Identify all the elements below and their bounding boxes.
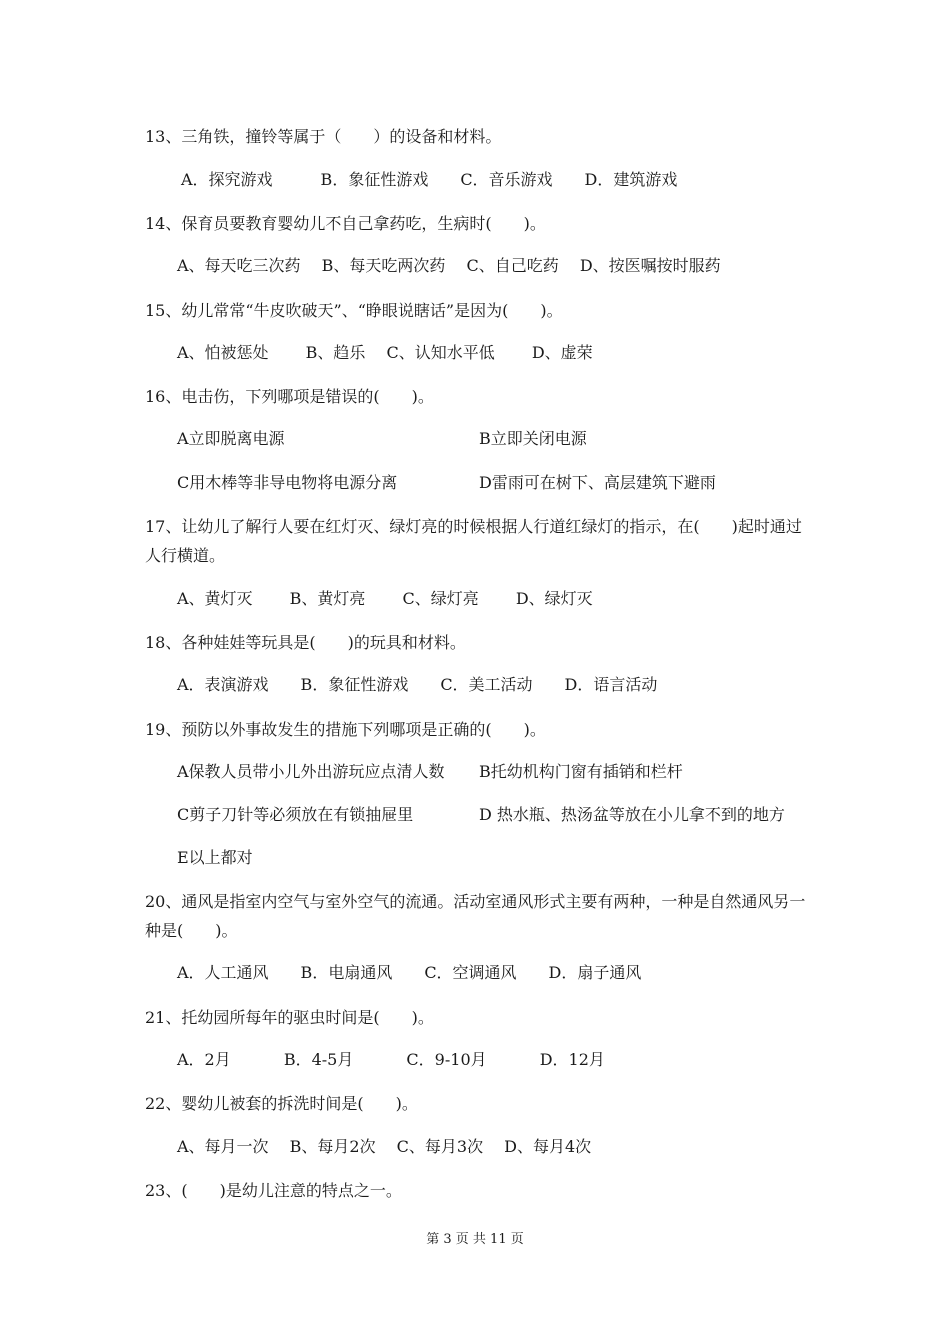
question-16-option-c: C用木棒等非导电物将电源分离 [177, 473, 398, 492]
question-22-options: A、每月一次 B、每月2次 C、每月3次 D、每月4次 [177, 1137, 592, 1156]
question-16: 16、电击伤，下列哪项是错误的( )。 [145, 387, 434, 406]
question-19-option-d: D 热水瓶、热汤盆等放在小儿拿不到的地方 [479, 805, 785, 824]
question-17-options: A、黄灯灭 B、黄灯亮 C、绿灯亮 D、绿灯灭 [177, 589, 593, 608]
question-13-options: A．探究游戏 B．象征性游戏 C．音乐游戏 D．建筑游戏 [181, 170, 678, 189]
question-16-option-b: B立即关闭电源 [479, 429, 587, 448]
question-20-options: A．人工通风 B．电扇通风 C．空调通风 D．扇子通风 [177, 963, 642, 982]
question-20: 20、通风是指室内空气与室外空气的流通。活动室通风形式主要有两种，一种是自然通风另一种是( )。 [145, 892, 806, 940]
question-19-option-c: C剪子刀针等必须放在有锁抽屉里 [177, 805, 414, 824]
question-13: 13、三角铁，撞铃等属于（ ）的设备和材料。 [145, 127, 502, 146]
question-18-options: A．表演游戏 B．象征性游戏 C．美工活动 D．语言活动 [177, 675, 658, 694]
question-17: 17、让幼儿了解行人要在红灯灭、绿灯亮的时候根据人行道红绿灯的指示，在( )起时通过人行横道。 [145, 517, 802, 565]
question-19: 19、预防以外事故发生的措施下列哪项是正确的( )。 [145, 720, 546, 739]
question-23: 23、( )是幼儿注意的特点之一。 [145, 1181, 402, 1200]
question-19-option-e: E以上都对 [177, 848, 253, 867]
question-22: 22、婴幼儿被套的拆洗时间是( )。 [145, 1094, 418, 1113]
question-14-options: A、每天吃三次药 B、每天吃两次药 C、自己吃药 D、按医嘱按时服药 [177, 256, 721, 275]
question-16-option-d: D雷雨可在树下、高层建筑下避雨 [479, 473, 716, 492]
question-18: 18、各种娃娃等玩具是( )的玩具和材料。 [145, 633, 466, 652]
question-19-option-b: B托幼机构门窗有插销和栏杆 [479, 762, 683, 781]
page-footer [0, 1228, 950, 1247]
question-15-options: A、怕被惩处 B、趋乐 C、认知水平低 D、虚荣 [177, 343, 593, 362]
page-number: 第 3 页 共 11 页 [426, 1232, 524, 1247]
question-16-option-a: A立即脱离电源 [177, 429, 285, 448]
question-19-option-a: A保教人员带小儿外出游玩应点清人数 [177, 762, 445, 781]
question-14: 14、保育员要教育婴幼儿不自己拿药吃，生病时( )。 [145, 214, 546, 233]
question-21-options: A．2月 B．4-5月 C．9-10月 D．12月 [177, 1050, 605, 1069]
question-21: 21、托幼园所每年的驱虫时间是( )。 [145, 1008, 434, 1027]
question-15: 15、幼儿常常“牛皮吹破天”、“睁眼说瞎话”是因为( )。 [145, 301, 563, 320]
